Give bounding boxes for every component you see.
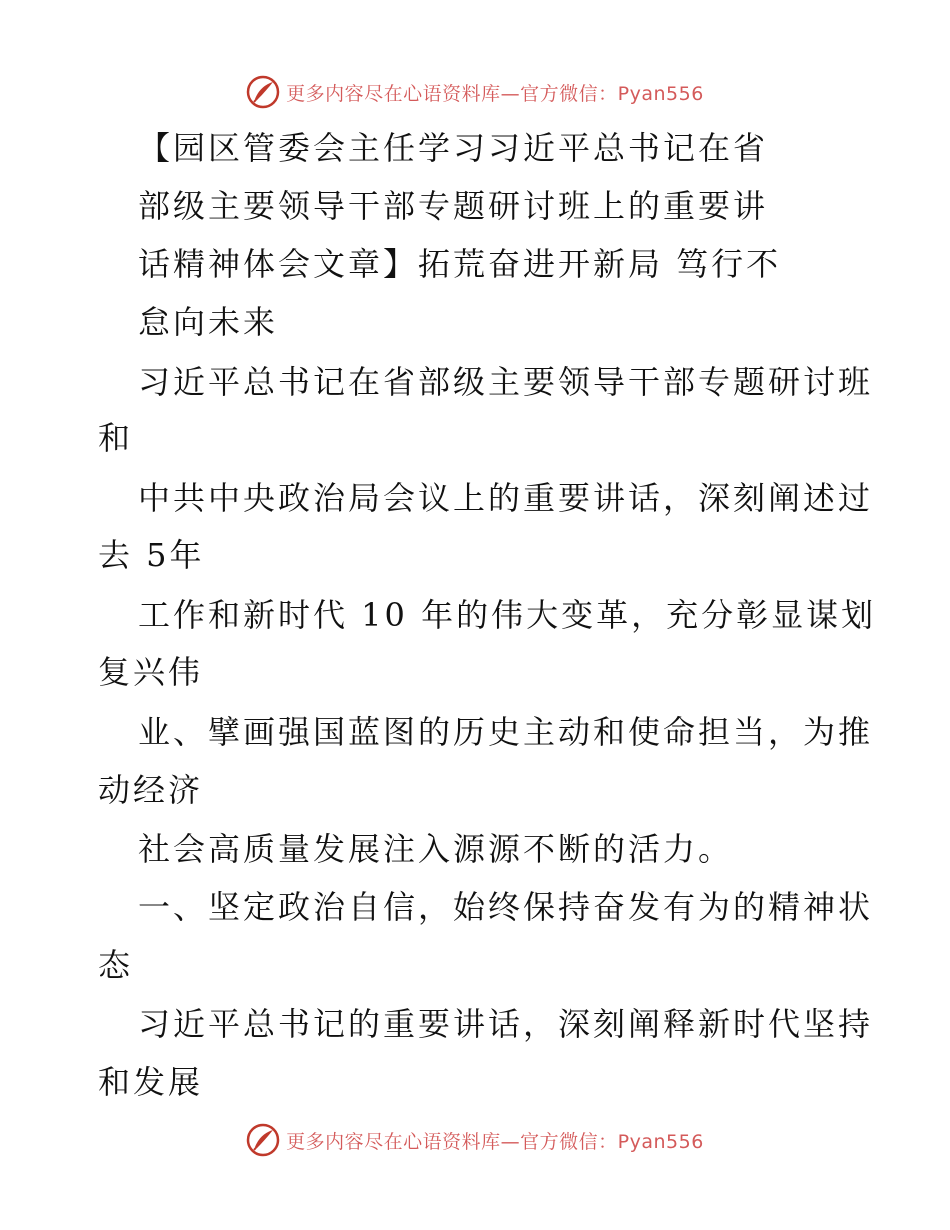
paragraph-line: 习近平总书记在省部级主要领导干部专题研讨班 xyxy=(138,363,874,401)
footer-watermark-text: 更多内容尽在心语资料库—官方微信：Pyan556 xyxy=(286,1130,704,1153)
paragraph-line: 业、擘画强国蓝图的历史主动和使命担当，为推 xyxy=(138,713,874,751)
paragraph-line: 社会高质量发展注入源源不断的活力。 xyxy=(138,830,734,868)
quill-logo-icon xyxy=(246,75,280,109)
footer-watermark-banner xyxy=(0,1120,950,1160)
section-heading-line: 一、坚定政治自信，始终保持奋发有为的精神状 xyxy=(138,888,874,926)
header-watermark-banner xyxy=(0,72,950,112)
paragraph-line: 中共中央政治局会议上的重要讲话，深刻阐述过 xyxy=(138,479,874,517)
title-line: 话精神体会文章】拓荒奋进开新局 笃行不 xyxy=(138,245,782,283)
title-line: 怠向未来 xyxy=(138,303,279,341)
paragraph-line: 和发展 xyxy=(98,1063,204,1101)
paragraph-line: 和 xyxy=(98,419,134,457)
quill-logo-icon xyxy=(246,1123,280,1157)
paragraph-line: 去 5年 xyxy=(98,536,205,574)
header-watermark-text: 更多内容尽在心语资料库—官方微信：Pyan556 xyxy=(286,82,704,105)
paragraph-line: 工作和新时代 10 年的伟大变革，充分彰显谋划 xyxy=(138,596,877,634)
title-line: 【园区管委会主任学习习近平总书记在省 xyxy=(138,129,769,167)
section-heading-line: 态 xyxy=(98,946,134,984)
paragraph-line: 习近平总书记的重要讲话，深刻阐释新时代坚持 xyxy=(138,1005,874,1043)
paragraph-line: 动经济 xyxy=(98,771,204,809)
paragraph-line: 复兴伟 xyxy=(98,653,204,691)
title-line: 部级主要领导干部专题研讨班上的重要讲 xyxy=(138,187,769,225)
